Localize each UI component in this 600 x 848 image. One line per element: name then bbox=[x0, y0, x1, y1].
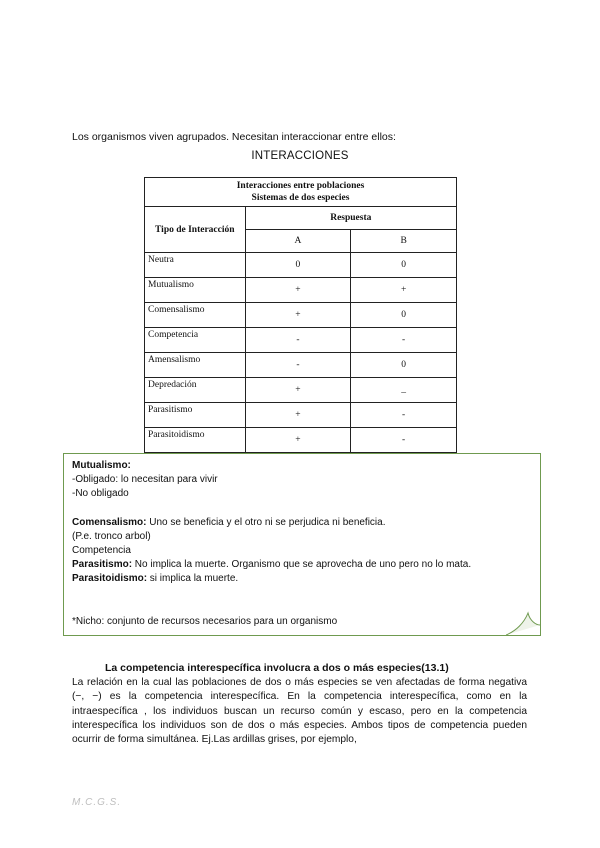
response-b: 0 bbox=[351, 303, 457, 328]
table-row bbox=[145, 278, 457, 303]
note-box bbox=[63, 453, 541, 636]
interaction-name: Amensalismo bbox=[145, 353, 246, 378]
table-row bbox=[145, 403, 457, 428]
response-b: 0 bbox=[351, 253, 457, 278]
response-a: + bbox=[245, 378, 351, 403]
interactions-table bbox=[144, 177, 457, 453]
mutualismo-title: Mutualismo: bbox=[72, 460, 131, 471]
interaction-name: Parasitismo bbox=[145, 403, 246, 428]
response-a: - bbox=[245, 328, 351, 353]
table-row bbox=[145, 253, 457, 278]
table-row bbox=[145, 378, 457, 403]
column-header-a: A bbox=[245, 230, 351, 253]
section-heading: INTERACCIONES bbox=[251, 150, 349, 162]
nicho-note: *Nicho: conjunto de recursos necesarios para un organismo bbox=[72, 615, 338, 627]
table-row bbox=[145, 428, 457, 453]
response-b: 0 bbox=[351, 353, 457, 378]
interaction-name: Comensalismo bbox=[145, 303, 246, 328]
page-curl-icon bbox=[506, 601, 540, 635]
column-header-tipo: Tipo de Interacción bbox=[145, 207, 246, 253]
response-b: + bbox=[351, 278, 457, 303]
footer-initials: M.C.G.S. bbox=[72, 797, 122, 808]
parasitoidismo-text: si implica la muerte. bbox=[147, 573, 239, 585]
interaction-name: Mutualismo bbox=[145, 278, 246, 303]
column-header-b: B bbox=[351, 230, 457, 253]
parasitoidismo-label: Parasitoidismo: bbox=[72, 573, 148, 585]
response-b: - bbox=[351, 328, 457, 353]
comensalismo-example: (P.e. tronco arbol) bbox=[72, 530, 151, 542]
interaction-name: Neutra bbox=[145, 253, 246, 278]
parasitismo-text: No implica la muerte. Organismo que se aprovecha de uno pero no lo mata. bbox=[132, 559, 472, 571]
mutualismo-line-1: -Obligado: lo necesitan para vivir bbox=[72, 474, 218, 486]
table-row bbox=[145, 303, 457, 328]
table-caption-line2: Sistemas de dos especies bbox=[251, 193, 350, 203]
response-b: - bbox=[351, 403, 457, 428]
response-a: + bbox=[245, 303, 351, 328]
section-title: La competencia interespecífica involucra a dos o más especies(13.1) bbox=[105, 662, 449, 674]
response-a: + bbox=[245, 428, 351, 453]
comensalismo-text: Uno se beneficia y el otro ni se perjudica ni beneficia. bbox=[146, 516, 386, 528]
body-paragraph: La relación en la cual las poblaciones de dos o más especies se ven afectadas de forma negativa (−, −) es la competencia interespecífica. En la competencia interespecífica, como en la intraespecífica , los individuos buscan un recurso común y escaso, pero en la competencia interespecífica los individuos son de dos o más especies. Ambos tipos de competencia pueden ocurrir de forma simultánea. Ej.Las ardillas grises, por ejemplo, bbox=[72, 677, 527, 746]
interaction-name: Competencia bbox=[145, 328, 246, 353]
table-caption bbox=[145, 178, 457, 207]
column-header-respuesta: Respuesta bbox=[245, 207, 456, 230]
table-row bbox=[145, 328, 457, 353]
mutualismo-line-2: -No obligado bbox=[72, 488, 129, 500]
response-a: - bbox=[245, 353, 351, 378]
response-a: 0 bbox=[245, 253, 351, 278]
table-row bbox=[145, 353, 457, 378]
response-a: + bbox=[245, 278, 351, 303]
table-caption-line1: Interacciones entre poblaciones bbox=[236, 181, 365, 191]
response-b: _ bbox=[351, 378, 457, 403]
interaction-name: Depredación bbox=[145, 378, 246, 403]
interaction-name: Parasitoidismo bbox=[145, 428, 246, 453]
intro-text: Los organismos viven agrupados. Necesitan interaccionar entre ellos: bbox=[72, 131, 396, 143]
comensalismo-label: Comensalismo: bbox=[72, 516, 147, 528]
response-b: - bbox=[351, 428, 457, 453]
response-a: + bbox=[245, 403, 351, 428]
parasitismo-label: Parasitismo: bbox=[72, 559, 133, 571]
competencia-line: Competencia bbox=[72, 545, 131, 557]
